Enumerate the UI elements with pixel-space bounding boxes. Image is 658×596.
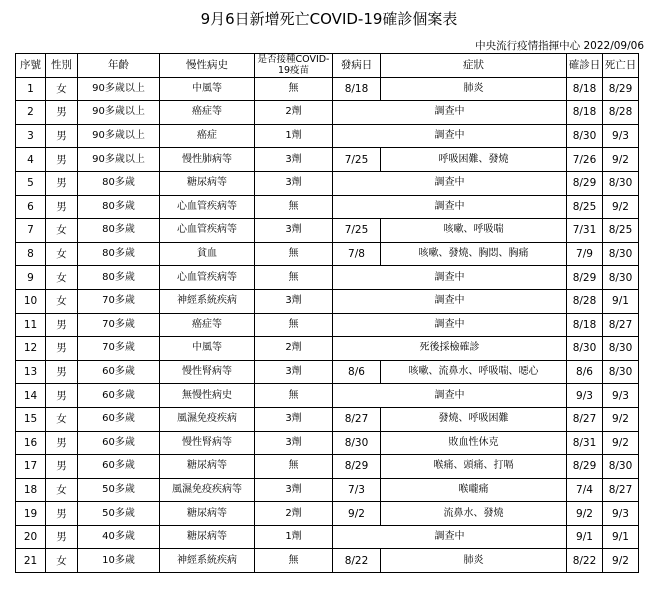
- cell-vaccine: 無: [255, 77, 333, 101]
- cell-sex: 女: [46, 242, 78, 266]
- cell-onset: 7/3: [333, 478, 381, 502]
- cell-symptom: 咳嗽、流鼻水、呼吸喘、噁心: [381, 360, 567, 384]
- cell-onset: 8/29: [333, 455, 381, 479]
- cell-diagnosis-date: 9/1: [567, 525, 603, 549]
- cell-no: 11: [16, 313, 46, 337]
- cell-vaccine: 無: [255, 455, 333, 479]
- cell-death-date: 8/27: [603, 313, 639, 337]
- cell-vaccine: 無: [255, 266, 333, 290]
- cell-age: 50多歲: [78, 502, 160, 526]
- cell-death-date: 8/28: [603, 101, 639, 125]
- cell-diagnosis-date: 7/9: [567, 242, 603, 266]
- cell-sex: 男: [46, 384, 78, 408]
- cell-symptom: 咳嗽、發燒、胸悶、胸痛: [381, 242, 567, 266]
- header-sex: 性別: [46, 54, 78, 78]
- cell-symptom: 調查中: [333, 124, 567, 148]
- cell-death-date: 8/30: [603, 455, 639, 479]
- cell-sex: 女: [46, 289, 78, 313]
- header-no: 序號: [16, 54, 46, 78]
- cell-age: 70多歲: [78, 337, 160, 361]
- table-row: [16, 478, 639, 502]
- cell-symptom: 喉痛、頭痛、打嗝: [381, 455, 567, 479]
- cell-age: 80多歲: [78, 219, 160, 243]
- cell-sex: 男: [46, 525, 78, 549]
- cell-chronic: 心血管疾病等: [160, 195, 255, 219]
- cell-vaccine: 無: [255, 242, 333, 266]
- cell-no: 4: [16, 148, 46, 172]
- cell-vaccine: 3劑: [255, 171, 333, 195]
- cell-symptom: 調查中: [333, 171, 567, 195]
- cell-chronic: 心血管疾病等: [160, 266, 255, 290]
- cell-death-date: 9/2: [603, 148, 639, 172]
- cell-diagnosis-date: 8/30: [567, 124, 603, 148]
- cell-vaccine: 3劑: [255, 360, 333, 384]
- cell-sex: 男: [46, 502, 78, 526]
- cell-death-date: 9/2: [603, 431, 639, 455]
- cell-age: 80多歲: [78, 171, 160, 195]
- cell-death-date: 9/2: [603, 195, 639, 219]
- header-symptom: 症狀: [381, 54, 567, 78]
- table-row: [16, 101, 639, 125]
- cell-sex: 女: [46, 407, 78, 431]
- cell-age: 60多歲: [78, 455, 160, 479]
- cell-no: 7: [16, 219, 46, 243]
- cell-sex: 女: [46, 77, 78, 101]
- cell-death-date: 9/3: [603, 384, 639, 408]
- cell-chronic: 糖尿病等: [160, 502, 255, 526]
- cell-death-date: 8/29: [603, 77, 639, 101]
- cell-vaccine: 無: [255, 384, 333, 408]
- cell-vaccine: 無: [255, 549, 333, 573]
- header-diagnosis-date: 確診日: [567, 54, 603, 78]
- cell-symptom: 咳嗽、呼吸喘: [381, 219, 567, 243]
- cell-sex: 男: [46, 360, 78, 384]
- cell-sex: 男: [46, 313, 78, 337]
- cell-onset: 9/2: [333, 502, 381, 526]
- cell-vaccine: 2劑: [255, 502, 333, 526]
- cell-sex: 女: [46, 549, 78, 573]
- cell-sex: 女: [46, 266, 78, 290]
- cell-death-date: 8/30: [603, 242, 639, 266]
- cell-death-date: 9/1: [603, 525, 639, 549]
- cell-symptom: 調查中: [333, 313, 567, 337]
- cell-no: 10: [16, 289, 46, 313]
- table-row: [16, 407, 639, 431]
- cell-age: 50多歲: [78, 478, 160, 502]
- cell-vaccine: 3劑: [255, 478, 333, 502]
- cell-chronic: 中風等: [160, 77, 255, 101]
- cell-age: 90多歲以上: [78, 101, 160, 125]
- cell-diagnosis-date: 8/29: [567, 171, 603, 195]
- table-row: [16, 313, 639, 337]
- cell-symptom: 調查中: [333, 195, 567, 219]
- cell-symptom: 肺炎: [381, 549, 567, 573]
- table-row: [16, 384, 639, 408]
- cell-chronic: 風濕免疫疾病等: [160, 478, 255, 502]
- header-onset: 發病日: [333, 54, 381, 78]
- cell-death-date: 9/2: [603, 407, 639, 431]
- cell-symptom: 調查中: [333, 101, 567, 125]
- cell-diagnosis-date: 8/25: [567, 195, 603, 219]
- cell-chronic: 貧血: [160, 242, 255, 266]
- cell-sex: 男: [46, 124, 78, 148]
- cell-vaccine: 1劑: [255, 124, 333, 148]
- cell-death-date: 8/25: [603, 219, 639, 243]
- cell-age: 80多歲: [78, 195, 160, 219]
- cell-chronic: 癌症: [160, 124, 255, 148]
- cell-no: 2: [16, 101, 46, 125]
- table-row: [16, 219, 639, 243]
- cell-diagnosis-date: 8/31: [567, 431, 603, 455]
- table-row: [16, 549, 639, 573]
- cell-sex: 男: [46, 148, 78, 172]
- cell-chronic: 神經系統疾病: [160, 289, 255, 313]
- cell-diagnosis-date: 8/29: [567, 455, 603, 479]
- cell-sex: 男: [46, 171, 78, 195]
- table-header-row: [16, 54, 639, 78]
- cell-vaccine: 2劑: [255, 101, 333, 125]
- cell-onset: 7/8: [333, 242, 381, 266]
- cell-age: 60多歲: [78, 431, 160, 455]
- table-row: [16, 289, 639, 313]
- cell-death-date: 8/30: [603, 266, 639, 290]
- cell-no: 6: [16, 195, 46, 219]
- cell-vaccine: 3劑: [255, 219, 333, 243]
- cell-no: 21: [16, 549, 46, 573]
- cell-vaccine: 3劑: [255, 431, 333, 455]
- cell-no: 16: [16, 431, 46, 455]
- table-row: [16, 525, 639, 549]
- cell-symptom: 喉嚨痛: [381, 478, 567, 502]
- cell-onset: 7/25: [333, 219, 381, 243]
- table-row: [16, 171, 639, 195]
- cell-vaccine: 3劑: [255, 148, 333, 172]
- cell-sex: 男: [46, 337, 78, 361]
- cell-chronic: 癌症等: [160, 313, 255, 337]
- cell-vaccine: 無: [255, 313, 333, 337]
- table-row: [16, 266, 639, 290]
- cell-no: 1: [16, 77, 46, 101]
- cell-symptom: 調查中: [333, 266, 567, 290]
- cell-chronic: 風濕免疫疾病: [160, 407, 255, 431]
- cell-diagnosis-date: 7/26: [567, 148, 603, 172]
- cell-diagnosis-date: 8/6: [567, 360, 603, 384]
- cell-age: 60多歲: [78, 384, 160, 408]
- cell-symptom: 死後採檢確診: [333, 337, 567, 361]
- cell-diagnosis-date: 8/30: [567, 337, 603, 361]
- cell-no: 17: [16, 455, 46, 479]
- cell-no: 19: [16, 502, 46, 526]
- cell-diagnosis-date: 8/18: [567, 77, 603, 101]
- cell-chronic: 糖尿病等: [160, 455, 255, 479]
- cell-onset: 8/22: [333, 549, 381, 573]
- table-row: [16, 195, 639, 219]
- table-row: [16, 431, 639, 455]
- cell-death-date: 9/2: [603, 549, 639, 573]
- cell-diagnosis-date: 8/27: [567, 407, 603, 431]
- cell-vaccine: 3劑: [255, 289, 333, 313]
- cell-symptom: 流鼻水、發燒: [381, 502, 567, 526]
- cell-sex: 男: [46, 101, 78, 125]
- cell-diagnosis-date: 7/31: [567, 219, 603, 243]
- cell-chronic: 中風等: [160, 337, 255, 361]
- cell-age: 80多歲: [78, 242, 160, 266]
- cell-chronic: 慢性腎病等: [160, 431, 255, 455]
- cell-death-date: 9/3: [603, 502, 639, 526]
- header-vaccine: 是否接種COVID-19疫苗: [255, 54, 333, 78]
- cell-onset: 8/18: [333, 77, 381, 101]
- header-age: 年齡: [78, 54, 160, 78]
- cell-diagnosis-date: 8/28: [567, 289, 603, 313]
- cell-sex: 女: [46, 478, 78, 502]
- header-chronic: 慢性病史: [160, 54, 255, 78]
- cell-chronic: 無慢性病史: [160, 384, 255, 408]
- cell-chronic: 慢性腎病等: [160, 360, 255, 384]
- cell-onset: 8/27: [333, 407, 381, 431]
- cell-vaccine: 2劑: [255, 337, 333, 361]
- cell-sex: 男: [46, 455, 78, 479]
- cell-symptom: 敗血性休克: [381, 431, 567, 455]
- cell-chronic: 糖尿病等: [160, 525, 255, 549]
- table-row: [16, 148, 639, 172]
- cell-age: 60多歲: [78, 360, 160, 384]
- cell-onset: 8/6: [333, 360, 381, 384]
- cell-diagnosis-date: 8/29: [567, 266, 603, 290]
- cell-age: 40多歲: [78, 525, 160, 549]
- cell-diagnosis-date: 9/3: [567, 384, 603, 408]
- cell-chronic: 癌症等: [160, 101, 255, 125]
- cell-sex: 男: [46, 431, 78, 455]
- cell-symptom: 肺炎: [381, 77, 567, 101]
- cell-death-date: 8/30: [603, 360, 639, 384]
- cell-diagnosis-date: 7/4: [567, 478, 603, 502]
- cell-no: 3: [16, 124, 46, 148]
- cell-no: 18: [16, 478, 46, 502]
- table-row: [16, 502, 639, 526]
- cell-sex: 女: [46, 219, 78, 243]
- cell-diagnosis-date: 8/18: [567, 101, 603, 125]
- cell-age: 70多歲: [78, 313, 160, 337]
- cell-age: 60多歲: [78, 407, 160, 431]
- death-case-table: [15, 53, 639, 573]
- cell-symptom: 發燒、呼吸困難: [381, 407, 567, 431]
- cell-no: 14: [16, 384, 46, 408]
- cell-vaccine: 1劑: [255, 525, 333, 549]
- page-title: 9月6日新增死亡COVID-19確診個案表: [200, 10, 458, 28]
- cell-no: 5: [16, 171, 46, 195]
- table-row: [16, 337, 639, 361]
- cell-no: 8: [16, 242, 46, 266]
- cell-death-date: 8/30: [603, 171, 639, 195]
- cell-symptom: 調查中: [333, 525, 567, 549]
- cell-chronic: 慢性肺病等: [160, 148, 255, 172]
- cell-age: 90多歲以上: [78, 148, 160, 172]
- cell-sex: 男: [46, 195, 78, 219]
- cell-age: 70多歲: [78, 289, 160, 313]
- cell-age: 80多歲: [78, 266, 160, 290]
- cell-no: 12: [16, 337, 46, 361]
- cell-chronic: 心血管疾病等: [160, 219, 255, 243]
- cell-death-date: 9/3: [603, 124, 639, 148]
- cell-death-date: 8/27: [603, 478, 639, 502]
- cell-onset: 7/25: [333, 148, 381, 172]
- cell-onset: 8/30: [333, 431, 381, 455]
- cell-symptom: 呼吸困難、發燒: [381, 148, 567, 172]
- table-row: [16, 360, 639, 384]
- table-body: [16, 77, 639, 572]
- header-death-date: 死亡日: [603, 54, 639, 78]
- table-row: [16, 124, 639, 148]
- cell-no: 13: [16, 360, 46, 384]
- cell-age: 10多歲: [78, 549, 160, 573]
- cell-age: 90多歲以上: [78, 124, 160, 148]
- cell-death-date: 9/1: [603, 289, 639, 313]
- cell-no: 9: [16, 266, 46, 290]
- cell-diagnosis-date: 8/22: [567, 549, 603, 573]
- cell-symptom: 調查中: [333, 384, 567, 408]
- cell-diagnosis-date: 9/2: [567, 502, 603, 526]
- cell-death-date: 8/30: [603, 337, 639, 361]
- cell-vaccine: 3劑: [255, 407, 333, 431]
- cell-chronic: 神經系統疾病: [160, 549, 255, 573]
- table-row: [16, 77, 639, 101]
- source-and-date: 中央流行疫情指揮中心 2022/09/06: [475, 40, 644, 52]
- cell-no: 20: [16, 525, 46, 549]
- cell-vaccine: 無: [255, 195, 333, 219]
- cell-no: 15: [16, 407, 46, 431]
- table-row: [16, 455, 639, 479]
- table-row: [16, 242, 639, 266]
- cell-symptom: 調查中: [333, 289, 567, 313]
- cell-diagnosis-date: 8/18: [567, 313, 603, 337]
- cell-chronic: 糖尿病等: [160, 171, 255, 195]
- cell-age: 90多歲以上: [78, 77, 160, 101]
